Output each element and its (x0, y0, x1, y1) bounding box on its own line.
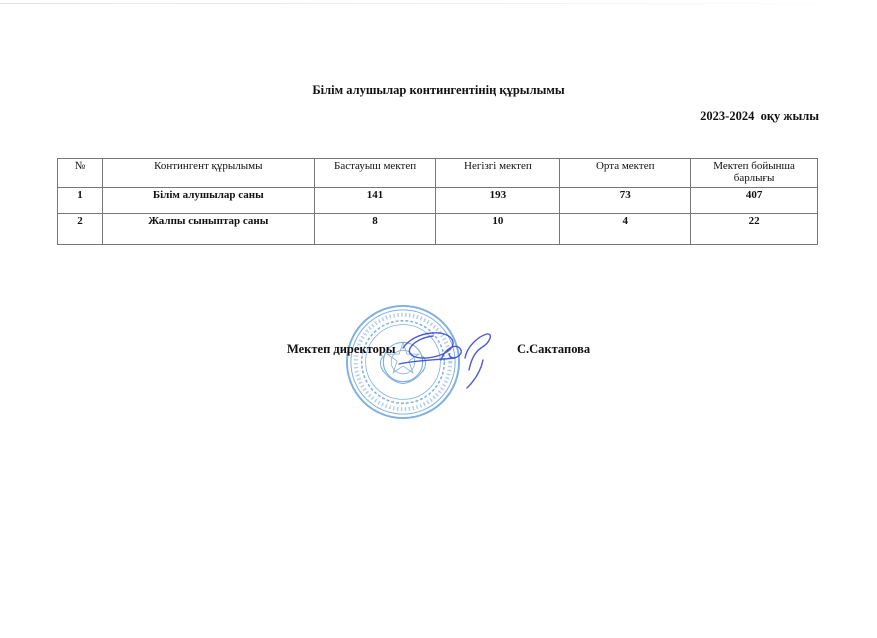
primary-value: 141 (314, 188, 436, 214)
secondary-value: 73 (560, 188, 691, 214)
header-secondary-school: Орта мектеп (560, 159, 691, 188)
contingent-table (57, 158, 818, 245)
director-title: Мектеп директоры (287, 342, 396, 356)
handwritten-signature (395, 320, 500, 392)
header-contingent-structure: Контингент құрылымы (102, 159, 314, 188)
header-basic-school: Негізгі мектеп (436, 159, 560, 188)
document-title: Білім алушылар контингентінің құрылымы (312, 83, 565, 97)
table-row (58, 188, 818, 214)
director-name: С.Сактапова (517, 342, 591, 356)
scan-edge-line (0, 3, 877, 4)
header-number: № (58, 159, 103, 188)
row-number: 2 (58, 214, 103, 245)
basic-value: 193 (436, 188, 560, 214)
table-header-row (58, 159, 818, 188)
total-value: 22 (691, 214, 818, 245)
basic-value: 10 (436, 214, 560, 245)
primary-value: 8 (314, 214, 436, 245)
header-school-total: Мектеп бойынша барлығы (691, 159, 818, 188)
total-value: 407 (691, 188, 818, 214)
header-primary-school: Бастауыш мектеп (314, 159, 436, 188)
row-label: Жалпы сыныптар саны (102, 214, 314, 245)
row-label: Білім алушылар саны (102, 188, 314, 214)
secondary-value: 4 (560, 214, 691, 245)
row-number: 1 (58, 188, 103, 214)
signature-block (0, 300, 877, 430)
academic-year: 2023-2024 оқу жылы (700, 109, 819, 123)
table-row (58, 214, 818, 245)
